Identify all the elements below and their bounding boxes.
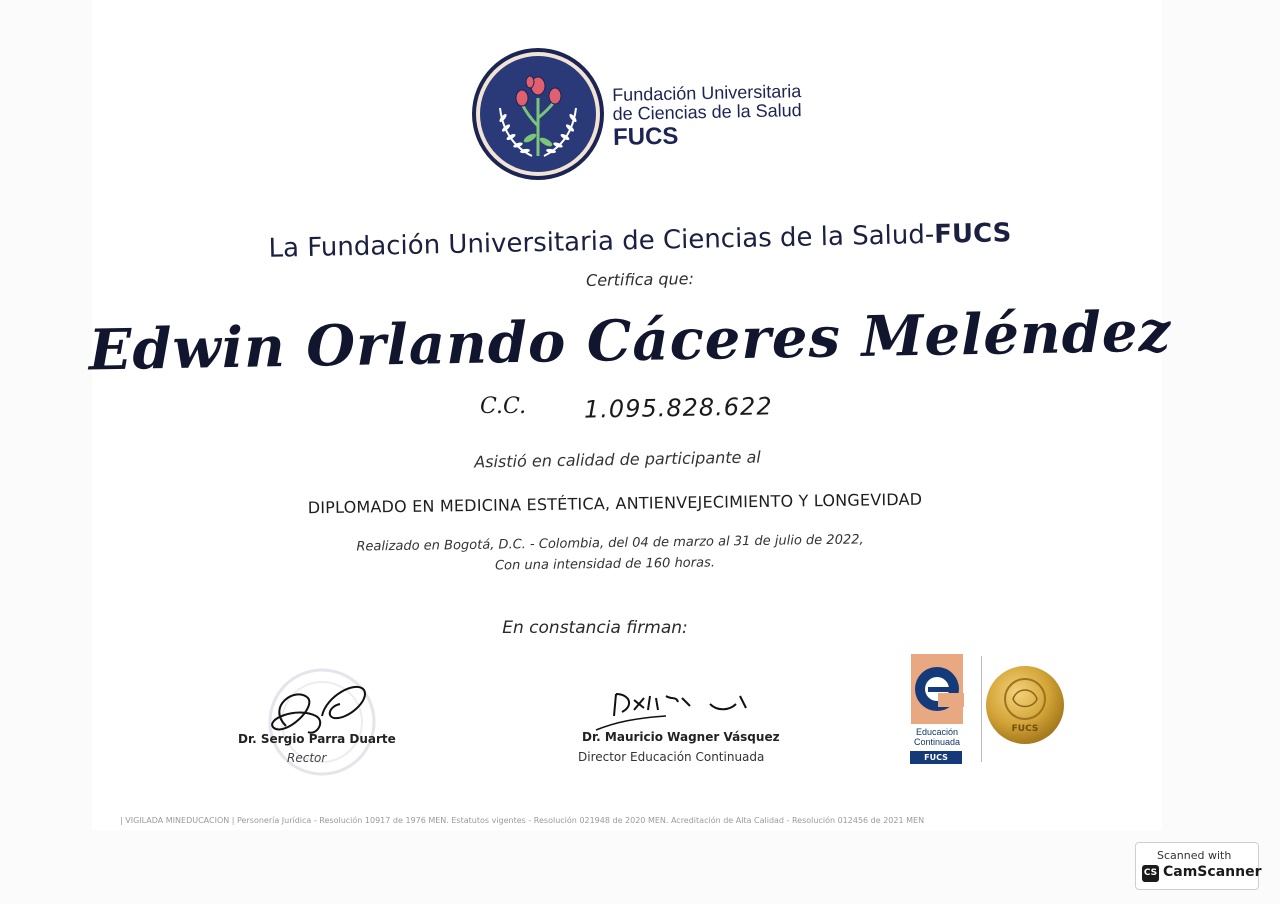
camscanner-brand: CamScanner [1163, 864, 1262, 880]
divider [981, 656, 982, 762]
legal-footer: | VIGILADA MINEDUCACIÓN | Personería Jurídica - Resolución 10917 de 1976 MEN. Estatutos vigentes - Resolución 021948 de 2020 MEN. Acreditación de Alta Calidad - Resolución 012456 de 2021 MEN [120, 816, 925, 825]
director-name: Dr. Mauricio Wagner Vásquez [582, 730, 780, 744]
recipient-name: Edwin Orlando Cáceres Meléndez [88, 298, 1172, 384]
id-label: C.C. [480, 394, 527, 419]
camscanner-badge-icon: CS [1142, 865, 1159, 882]
logo-line-1: Fundación Universitaria [611, 81, 802, 105]
logo-line-2: de Ciencias de la Salud [612, 100, 802, 124]
rector-role: Rector [287, 751, 327, 765]
heading-bold: FUCS [933, 218, 1012, 250]
constancia-text: En constancia firman: [502, 618, 688, 638]
asistio-text: Asistió en calidad de participante al [474, 447, 761, 472]
director-signature-icon [586, 686, 766, 734]
edu-label [910, 727, 964, 747]
program-title: DIPLOMADO EN MEDICINA ESTÉTICA, ANTIENVEJECIMIENTO Y LONGEVIDAD [307, 489, 923, 518]
director-role: Director Educación Continuada [578, 750, 765, 764]
camscanner-top-text: Scanned with [1157, 849, 1232, 862]
fucs-emblem-icon [470, 46, 606, 182]
heading-prefix: La Fundación Universitaria de Ciencias de la Salud- [268, 219, 935, 264]
fucs-logo-text [612, 82, 802, 152]
seal-text: FUCS [1011, 724, 1039, 734]
edu-label-1: Educación [915, 727, 959, 737]
edu-bar: FUCS [910, 751, 962, 764]
id-number: 1.095.828.622 [583, 392, 773, 424]
rector-name: Dr. Sergio Parra Duarte [238, 732, 396, 746]
gold-seal-icon [985, 665, 1065, 745]
logo-line-3: FUCS [612, 122, 679, 151]
intensidad-text: Con una intensidad de 160 horas. [494, 555, 716, 574]
edu-label-2: Continuada [913, 737, 961, 747]
certifica-text: Certifica que: [585, 269, 695, 290]
educacion-continuada-logo-icon [910, 653, 964, 765]
realizado-text: Realizado en Bogotá, D.C. - Colombia, del 04 de marzo al 31 de julio de 2022, [356, 532, 864, 555]
